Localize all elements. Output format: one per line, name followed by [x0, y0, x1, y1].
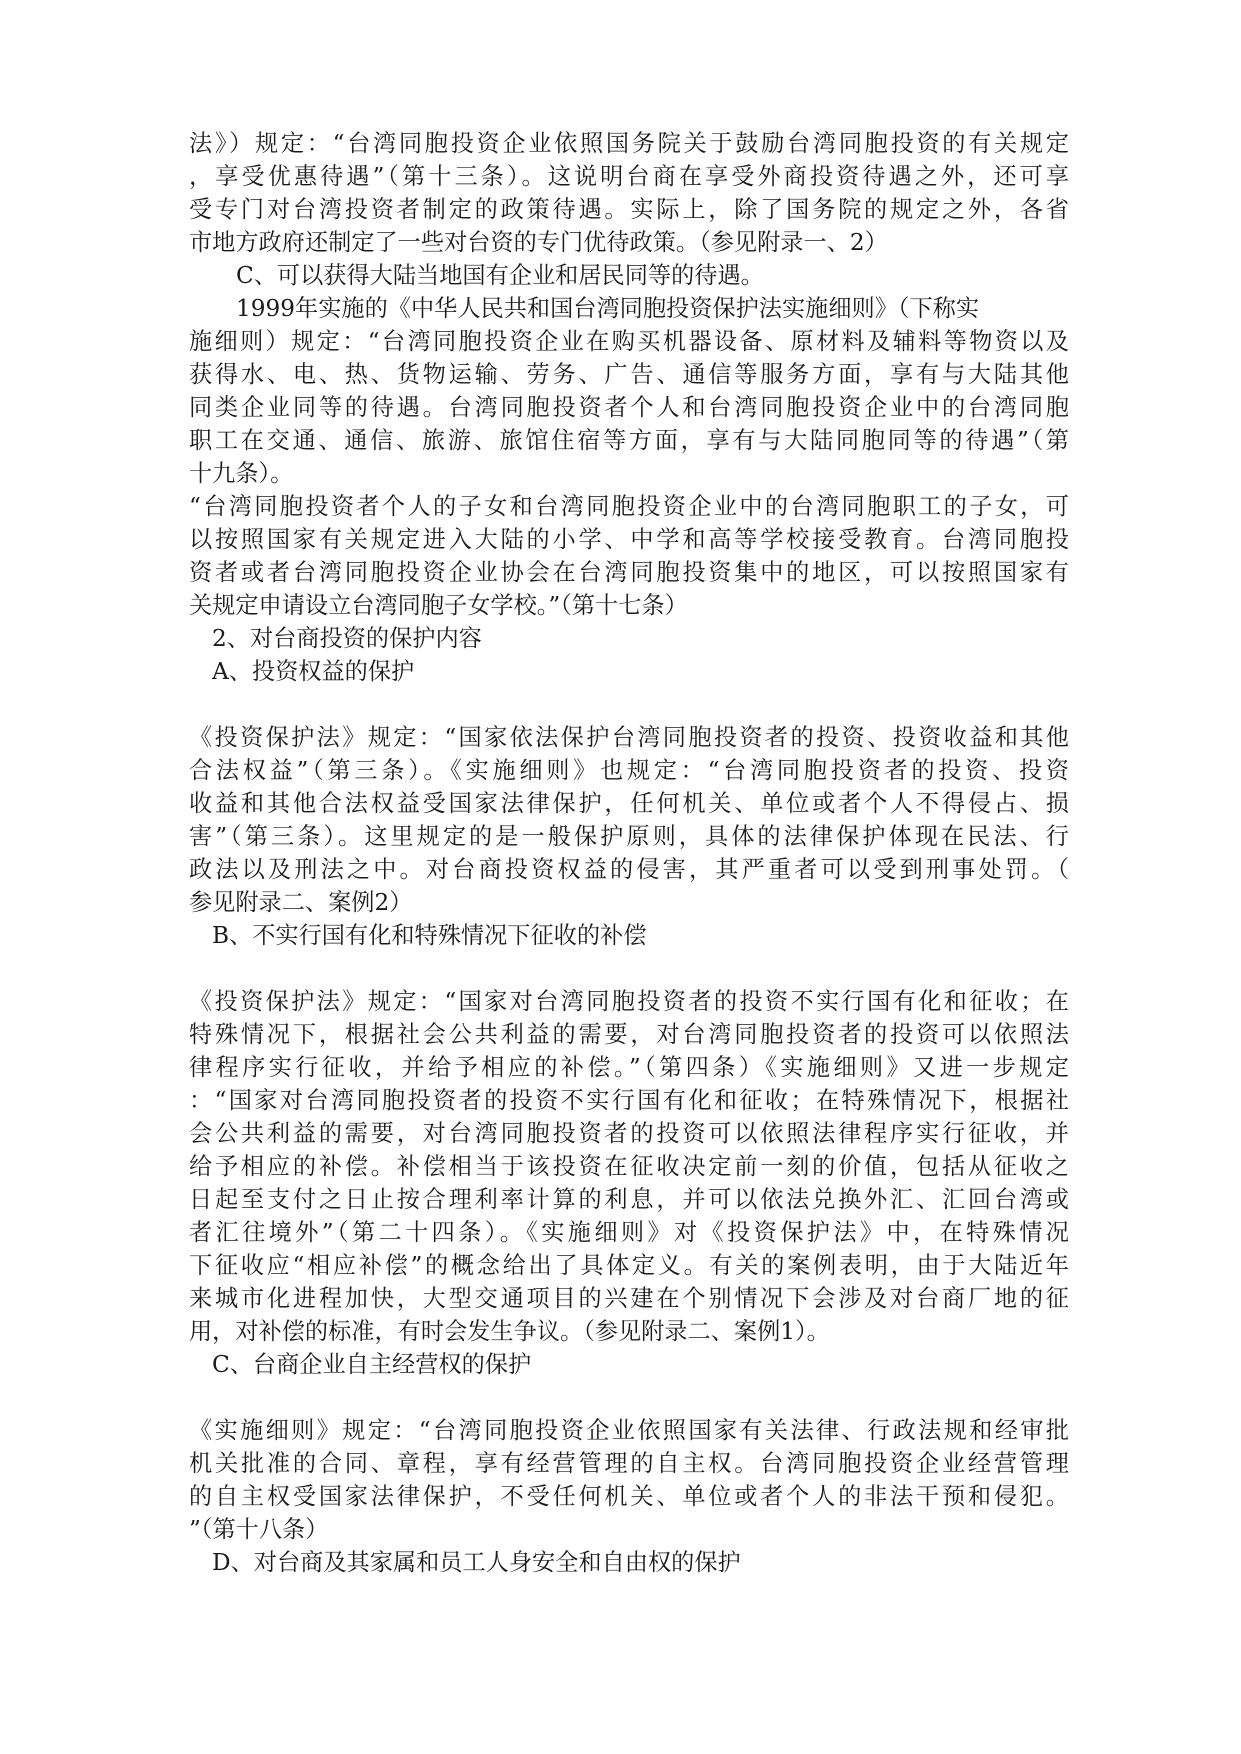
subsection-heading: C、台商企业自主经营权的保护 [212, 1351, 532, 1378]
text-line: 1999年实施的《中华人民共和国台湾同胞投资保护法实施细则》（下称实 [236, 295, 980, 322]
text-line: 律程序实行征收，并给予相应的补偿。”（第四条）《实施细则》又进一步规定 [189, 1054, 1069, 1081]
text-line: ”（第十八条） [189, 1516, 329, 1543]
text-line: 市地方政府还制定了一些对台资的专门优待政策。（参见附录一、2） [189, 229, 888, 256]
text-line: 《实施细则》规定：“台湾同胞投资企业依照国家有关法律、行政法规和经审批 [189, 1417, 1069, 1444]
text-line: 者汇往境外”（第二十四条）。《实施细则》对《投资保护法》中，在特殊情况 [189, 1219, 1069, 1246]
text-line: 法》）规定：“台湾同胞投资企业依照国务院关于鼓励台湾同胞投资的有关规定 [189, 130, 1069, 157]
text-line: C、可以获得大陆当地国有企业和居民同等的待遇。 [236, 262, 764, 289]
text-line: 给予相应的补偿。补偿相当于该投资在征收决定前一刻的价值，包括从征收之 [189, 1153, 1069, 1180]
text-line: 特殊情况下，根据社会公共利益的需要，对台湾同胞投资者的投资可以依照法 [189, 1021, 1069, 1048]
section-heading: 2、对台商投资的保护内容 [212, 625, 482, 652]
text-line: 十九条）。 [189, 460, 294, 487]
text-line: 的自主权受国家法律保护，不受任何机关、单位或者个人的非法干预和侵犯。 [189, 1483, 1069, 1510]
text-line: ，享受优惠待遇”（第十三条）。这说明台商在享受外商投资待遇之外，还可享 [189, 163, 1069, 190]
text-line: 《投资保护法》规定：“国家对台湾同胞投资者的投资不实行国有化和征收；在 [189, 988, 1069, 1015]
text-line: 参见附录二、案例2） [189, 889, 413, 916]
text-line: 合法权益”（第三条）。《实施细则》也规定：“台湾同胞投资者的投资、投资 [189, 757, 1069, 784]
text-line: 会公共利益的需要，对台湾同胞投资者的投资可以依照法律程序实行征收，并 [189, 1120, 1069, 1147]
text-line: 关规定申请设立台湾同胞子女学校。”（第十七条） [189, 592, 688, 619]
subsection-heading: B、不实行国有化和特殊情况下征收的补偿 [212, 922, 647, 949]
text-line: 机关批准的合同、章程，享有经营管理的自主权。台湾同胞投资企业经营管理 [189, 1450, 1069, 1477]
text-line: 来城市化进程加快，大型交通项目的兴建在个别情况下会涉及对台商厂地的征 [189, 1285, 1069, 1312]
text-line: 同类企业同等的待遇。台湾同胞投资者个人和台湾同胞投资企业中的台湾同胞 [189, 394, 1069, 421]
subsection-heading: A、投资权益的保护 [212, 658, 415, 685]
text-line: 《投资保护法》规定：“国家依法保护台湾同胞投资者的投资、投资收益和其他 [189, 724, 1069, 751]
text-line: 获得水、电、热、货物运输、劳务、广告、通信等服务方面，享有与大陆其他 [189, 361, 1069, 388]
text-line: 受专门对台湾投资者制定的政策待遇。实际上，除了国务院的规定之外，各省 [189, 196, 1069, 223]
text-line: 资者或者台湾同胞投资企业协会在台湾同胞投资集中的地区，可以按照国家有 [189, 559, 1069, 586]
text-line: 收益和其他合法权益受国家法律保护，任何机关、单位或者个人不得侵占、损 [189, 790, 1069, 817]
text-line: 以按照国家有关规定进入大陆的小学、中学和高等学校接受教育。台湾同胞投 [189, 526, 1069, 553]
text-line: 职工在交通、通信、旅游、旅馆住宿等方面，享有与大陆同胞同等的待遇”（第 [189, 427, 1069, 454]
text-line: 施细则）规定：“台湾同胞投资企业在购买机器设备、原材料及辅料等物资以及 [189, 328, 1069, 355]
text-line: 害”（第三条）。这里规定的是一般保护原则，具体的法律保护体现在民法、行 [189, 823, 1069, 850]
text-line: ：“国家对台湾同胞投资者的投资不实行国有化和征收；在特殊情况下，根据社 [189, 1087, 1069, 1114]
text-line: 政法以及刑法之中。对台商投资权益的侵害，其严重者可以受到刑事处罚。（ [189, 856, 1069, 883]
text-line: 日起至支付之日止按合理利率计算的利息，并可以依法兑换外汇、汇回台湾或 [189, 1186, 1069, 1213]
text-line: 用，对补偿的标准，有时会发生争议。（参见附录二、案例1）。 [189, 1318, 830, 1345]
text-line: 下征收应“相应补偿”的概念给出了具体定义。有关的案例表明，由于大陆近年 [189, 1252, 1069, 1279]
subsection-heading: D、对台商及其家属和员工人身安全和自由权的保护 [212, 1549, 741, 1576]
text-line: “台湾同胞投资者个人的子女和台湾同胞投资企业中的台湾同胞职工的子女，可 [189, 493, 1069, 520]
